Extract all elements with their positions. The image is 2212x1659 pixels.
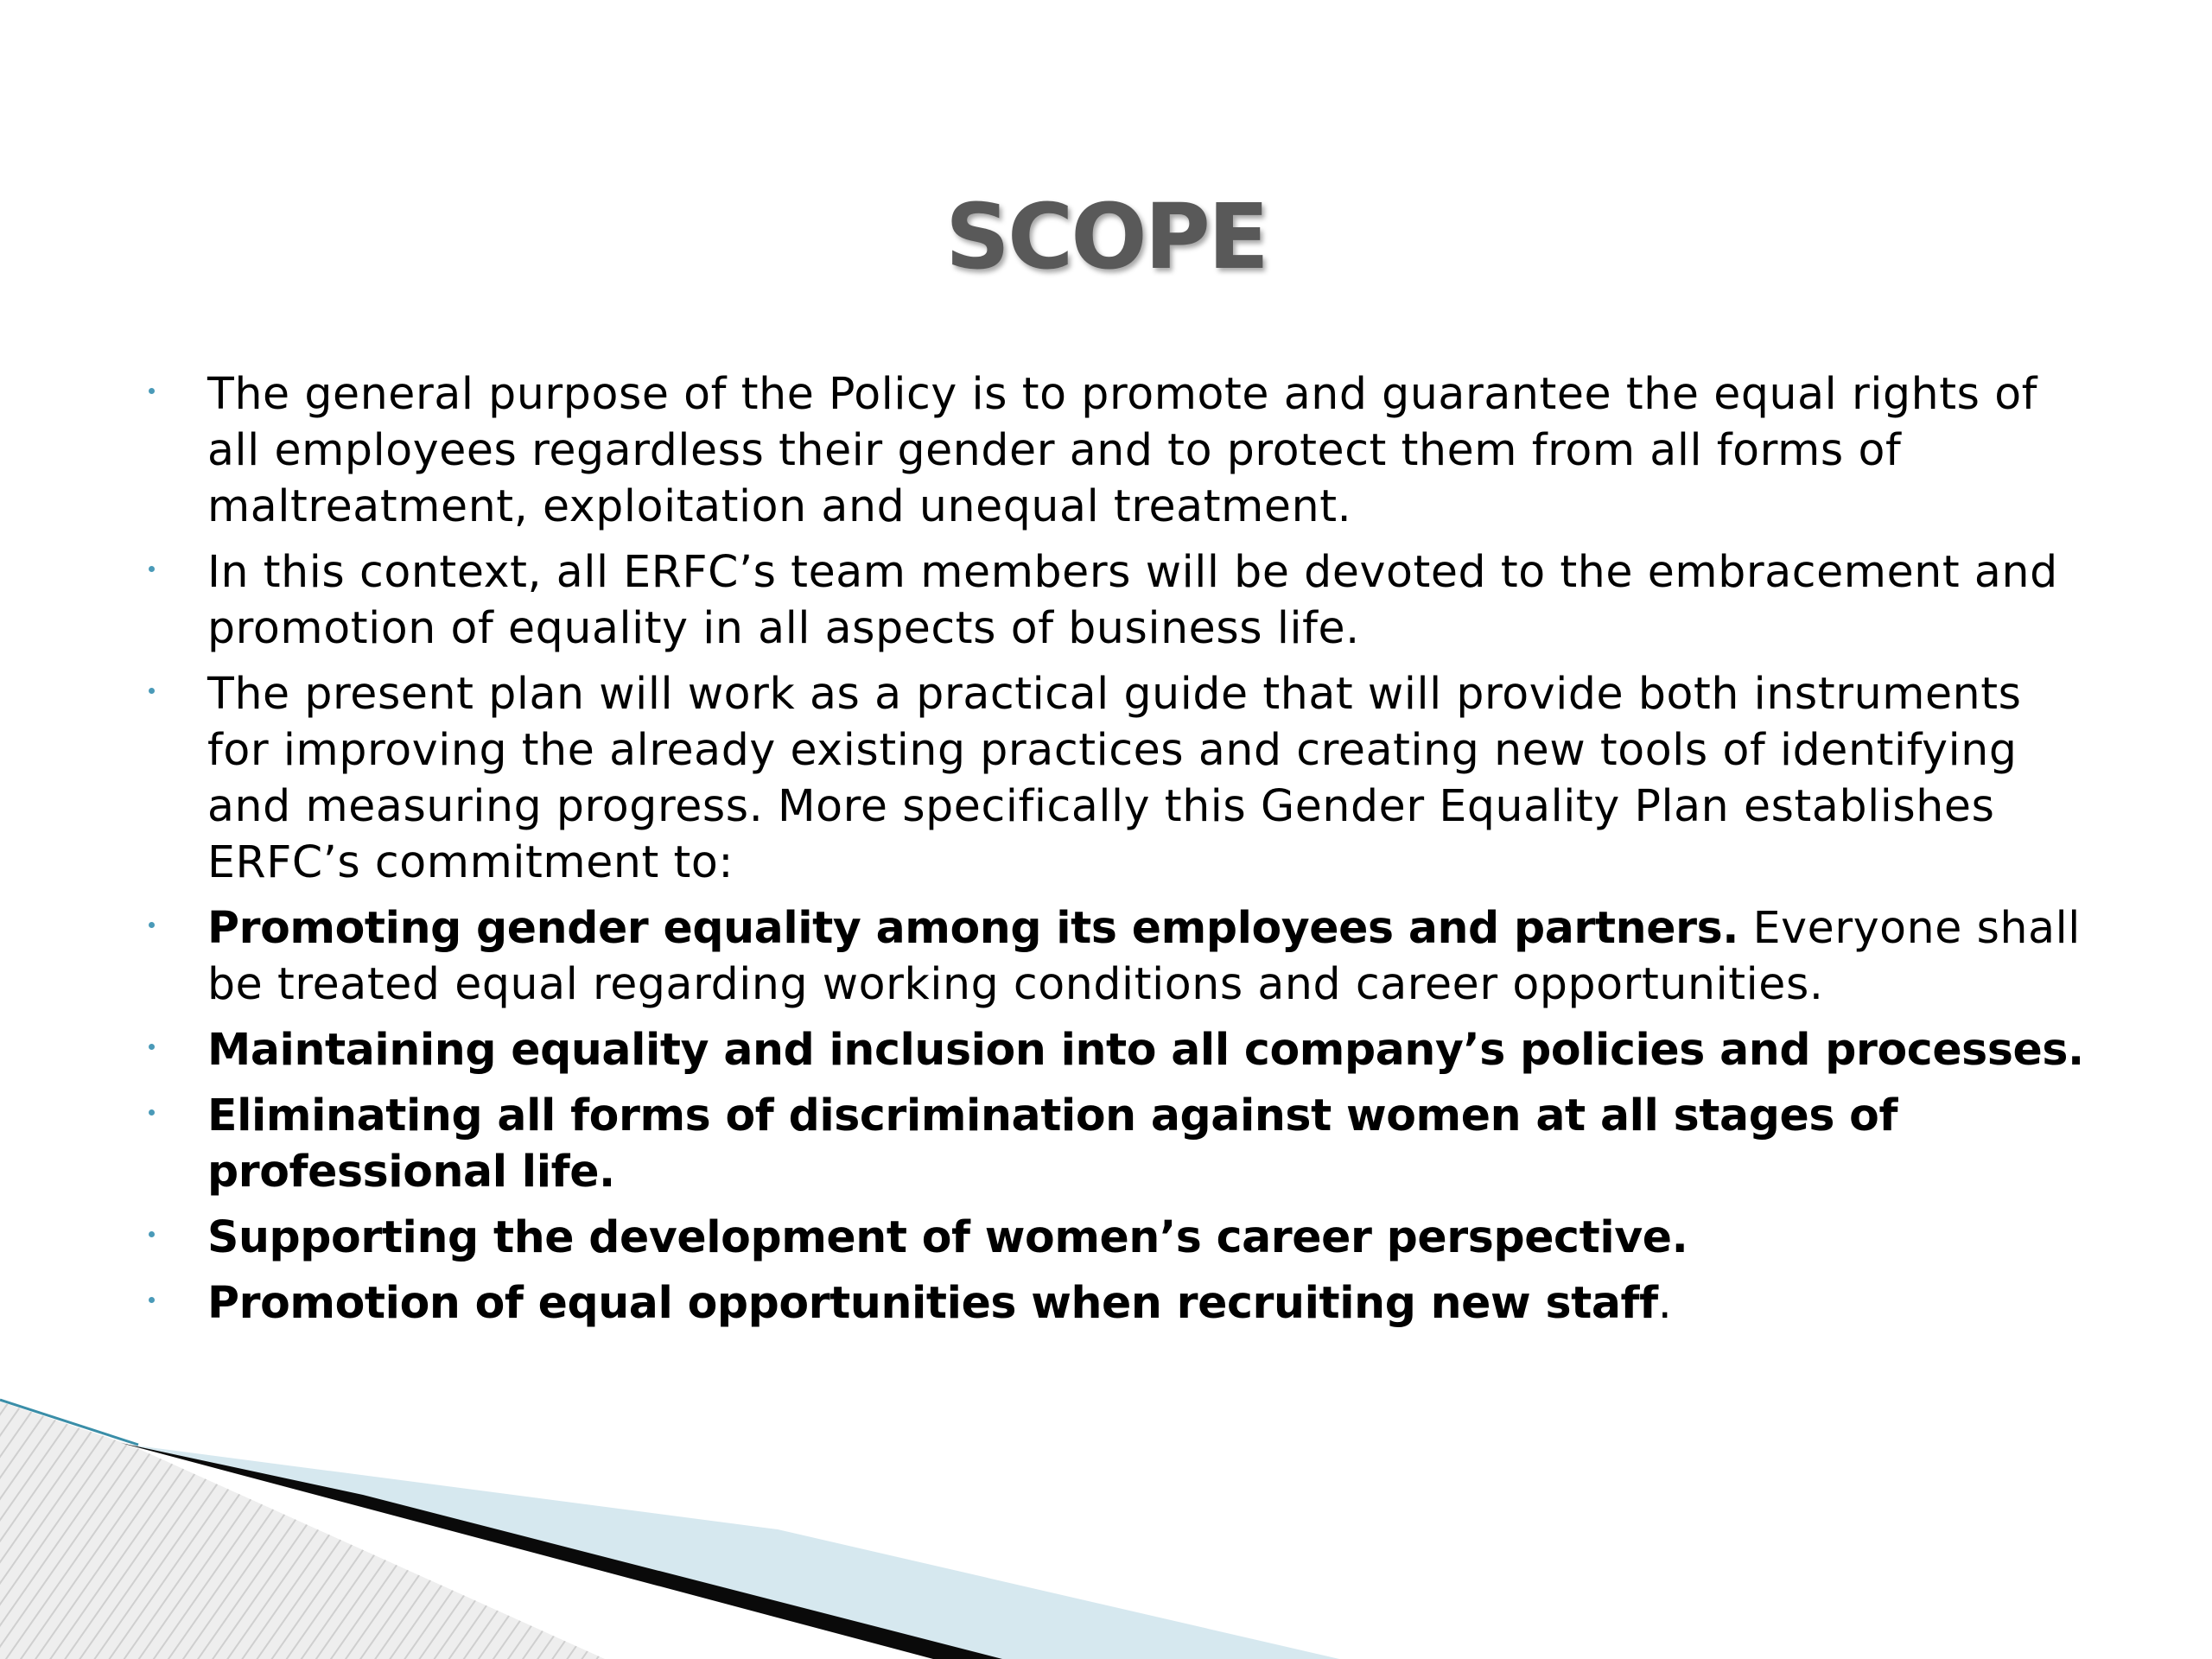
bullet-item: [147, 665, 2091, 890]
slide-title: SCOPE: [945, 184, 1267, 289]
bullet-item: [147, 1087, 2091, 1199]
bullet-item: [147, 543, 2091, 656]
bullet-item: [147, 1021, 2091, 1077]
bullet-text: .: [1657, 1277, 1673, 1328]
bullet-dot-icon: [149, 922, 155, 928]
bullet-text: The general purpose of the Policy is to promote and guarantee the equal rights of all employees regardless their gender and to protect them from all forms of maltreatment, exploitation and unequal treatment.: [207, 368, 2038, 531]
bullet-dot-icon: [149, 388, 155, 394]
bullet-text: Everyone shall be treated equal regarding working conditions and career opportunities.: [207, 902, 2081, 1009]
bullet-dot-icon: [149, 688, 155, 694]
bullet-bold-text: Maintaining equality and inclusion into all company’s policies and processes.: [207, 1024, 2084, 1075]
bullet-bold-text: Supporting the development of women’s career perspective.: [207, 1211, 1688, 1262]
bullet-bold-text: Eliminating all forms of discrimination against women at all stages of professional life.: [207, 1090, 1898, 1197]
bullet-item: [147, 899, 2091, 1012]
bullet-dot-icon: [149, 1297, 155, 1303]
bullet-text: In this context, all ERFC’s team members will be devoted to the embracement and promotion of equality in all aspects of business life.: [207, 546, 2058, 653]
bullet-dot-icon: [149, 1044, 155, 1050]
bullet-bold-text: Promoting gender equality among its employees and partners.: [207, 902, 1739, 953]
bullet-list: [147, 365, 2091, 1340]
bullet-text: The present plan will work as a practical guide that will provide both instruments for improving the already existing practices and creating new tools of identifying and measuring progress. More specifically this Gender Equality Plan establishes ERFC’s commitment to:: [207, 668, 2022, 887]
bullet-item: [147, 1274, 2091, 1331]
bullet-dot-icon: [149, 566, 155, 572]
bullet-dot-icon: [149, 1109, 155, 1116]
bullet-dot-icon: [149, 1231, 155, 1237]
bullet-item: [147, 365, 2091, 534]
bullet-bold-text: Promotion of equal opportunities when recruiting new staff: [207, 1277, 1658, 1328]
bullet-item: [147, 1209, 2091, 1265]
